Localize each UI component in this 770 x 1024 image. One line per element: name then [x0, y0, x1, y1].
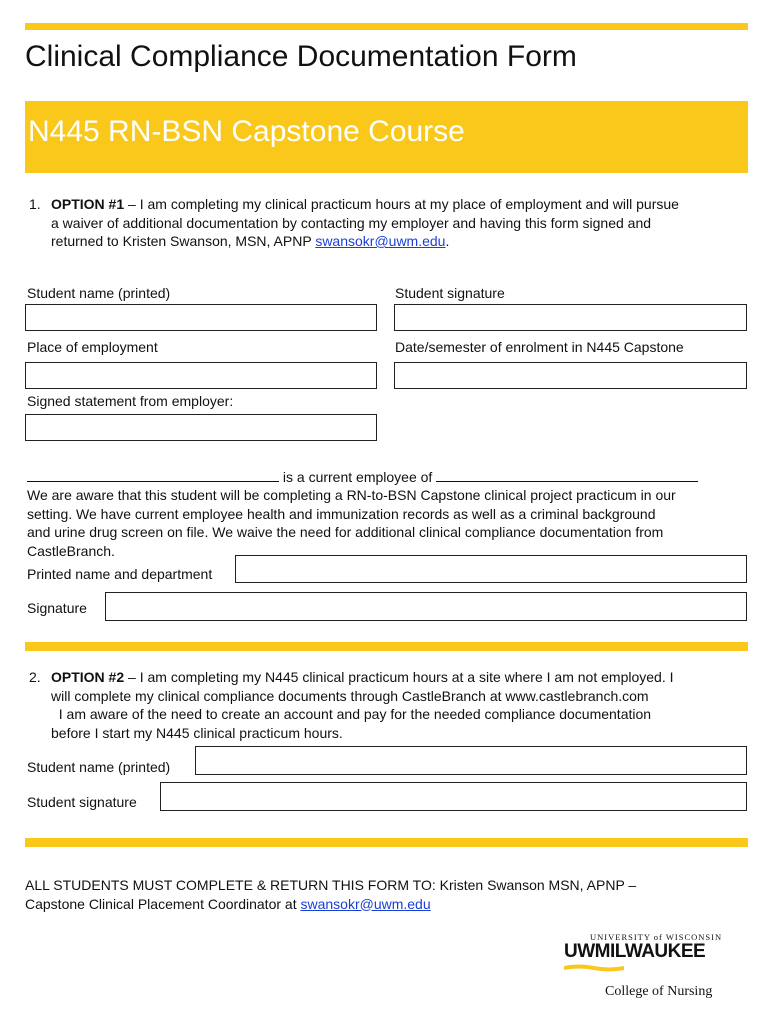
- course-banner: [25, 101, 748, 173]
- current-employee-text: is a current employee of: [279, 469, 437, 485]
- employer-statement-line1: We are aware that this student will be completing a RN-to-BSN Capstone clinical project practicum in our: [27, 487, 676, 503]
- date-semester-label: Date/semester of enrolment in N445 Capstone: [395, 339, 684, 355]
- student-signature-label: Student signature: [395, 285, 505, 301]
- logo-university-line: UNIVERSITY of WISCONSIN: [590, 932, 723, 942]
- logo-gold-ribbon-icon: [564, 963, 624, 973]
- section-divider-2: [25, 838, 748, 847]
- footer-instructions: [25, 876, 745, 913]
- option1-label: OPTION #1: [51, 196, 125, 212]
- option2-number: 2.: [29, 669, 41, 685]
- footer-line1: ALL STUDENTS MUST COMPLETE & RETURN THIS FORM TO: Kristen Swanson MSN, APNP –: [25, 877, 637, 893]
- option2-text-line4: before I start my N445 clinical practicum hours.: [51, 724, 343, 741]
- employer-statement-line4: CastleBranch.: [27, 542, 115, 559]
- option2-paragraph: [51, 668, 741, 742]
- student-name-label: Student name (printed): [27, 285, 171, 301]
- option1-number: 1.: [29, 196, 41, 212]
- page-title: Clinical Compliance Documentation Form: [25, 40, 577, 73]
- logo-milwaukee: MILWAUKEE: [594, 941, 706, 962]
- employer-signature-input[interactable]: [105, 592, 747, 621]
- employer-statement-line3: and urine drug screen on file. We waive the need for additional clinical compliance documentation from: [27, 524, 664, 540]
- option1-text-line1: – I am completing my clinical practicum hours at my place of employment and will pursue: [124, 196, 679, 212]
- course-banner-text: N445 RN-BSN Capstone Course: [28, 115, 465, 148]
- uwm-logo: [564, 930, 723, 1002]
- option2-student-name-input[interactable]: [195, 746, 747, 775]
- option2-text-line2: will complete my clinical compliance documents through CastleBranch at www.castlebranch.com: [51, 687, 649, 704]
- printed-name-department-input[interactable]: [235, 555, 747, 583]
- option2-text-line3: I am aware of the need to create an account and pay for the needed compliance documentation: [51, 706, 652, 722]
- option2-label: OPTION #2: [51, 669, 125, 685]
- option1-text-line2: a waiver of additional documentation by contacting my employer and having this form signed and: [51, 214, 652, 231]
- employee-name-blank[interactable]: [27, 469, 279, 482]
- student-signature-input[interactable]: [394, 304, 747, 331]
- option1-paragraph: [51, 195, 741, 251]
- place-of-employment-input[interactable]: [25, 362, 377, 389]
- logo-college-of-nursing: College of Nursing: [605, 984, 713, 999]
- current-employee-line: [27, 468, 698, 487]
- option2-student-signature-input[interactable]: [160, 782, 747, 811]
- section-divider-1: [25, 642, 748, 651]
- employer-signature-label: Signature: [27, 600, 87, 616]
- printed-name-department-label: Printed name and department: [27, 566, 213, 582]
- date-semester-input[interactable]: [394, 362, 747, 389]
- option2-student-signature-label: Student signature: [27, 794, 137, 810]
- option1-text-line3-end: .: [445, 233, 450, 249]
- footer-line2: Capstone Clinical Placement Coordinator at: [25, 895, 301, 912]
- top-divider: [25, 23, 748, 30]
- place-of-employment-label: Place of employment: [27, 339, 158, 355]
- option2-text-line1: – I am completing my N445 clinical practicum hours at a site where I am not employed. I: [124, 669, 674, 685]
- signed-statement-label: Signed statement from employer:: [27, 393, 234, 409]
- option1-email-link[interactable]: swansokr@uwm.edu: [315, 233, 446, 249]
- signed-statement-input[interactable]: [25, 414, 377, 441]
- footer-email-link[interactable]: swansokr@uwm.edu: [300, 895, 431, 912]
- employer-statement-paragraph: [27, 486, 747, 560]
- option1-text-line3: returned to Kristen Swanson, MSN, APNP: [51, 233, 316, 249]
- option2-student-name-label: Student name (printed): [27, 759, 171, 775]
- logo-uw: UW: [564, 941, 595, 962]
- employer-statement-line2: setting. We have current employee health and immunization records as well as a criminal background: [27, 505, 656, 522]
- student-name-input[interactable]: [25, 304, 377, 331]
- logo-wordmark: [564, 941, 705, 963]
- employer-name-blank[interactable]: [436, 469, 698, 482]
